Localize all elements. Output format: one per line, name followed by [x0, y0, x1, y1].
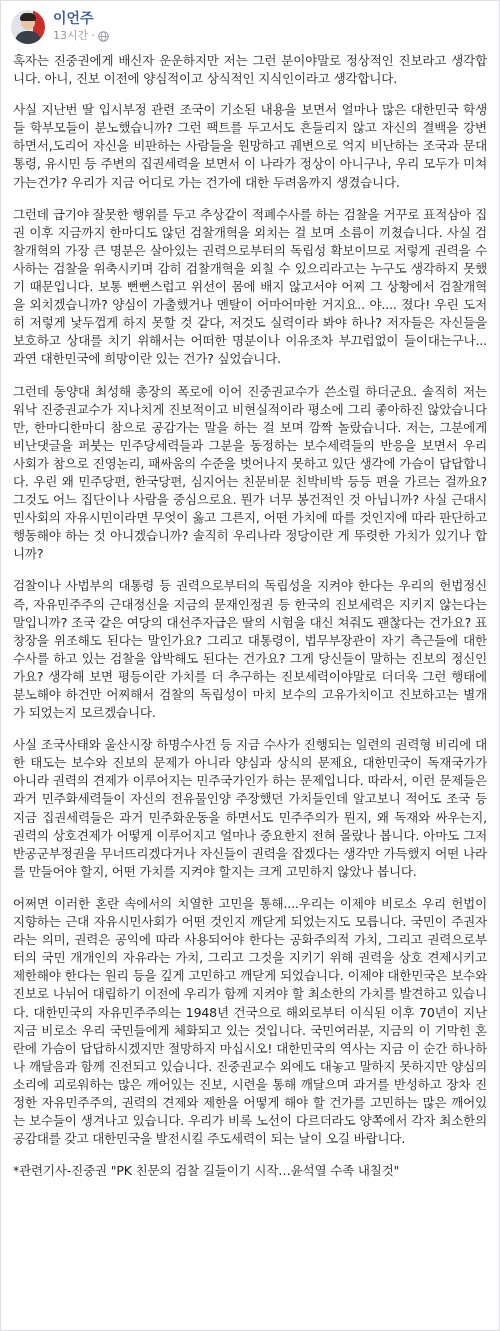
separator-dot: ·: [91, 29, 95, 42]
post-paragraph: 검찰이나 사법부의 대통령 등 권력으로부터의 독립성을 지켜야 한다는 우리의 헌법정신 즉, 자유민주주의 근대정신을 지금의 문재인정권 등 한국의 진보세력은 지키지 않는다는 말입니까? 조국 같은 여당의 대선주자급은 딸의 시험을 대신 쳐줘도 괜찮다는 건가요? 표창장을 위조해도 된다는 말인가요? 그리고 대통령이, 법무부장관이 자기 측근들에 대한 수사를 하고 있는 검찰을 압박해도 된다는 건가요? 그게 당신들이 말하는 진보의 정신인가요? 생각해 보면 평등이란 가치를 더 추구하는 진보세력이야말로 더더욱 그런 행태에 분노해야 하건만 어찌해서 검찰의 독립성이 마치 보수의 고유가치이고 진보하고는 별개가 되었는지 모르겠습니다.: [13, 578, 487, 721]
post-paragraph: 그런데 동양대 최성해 총장의 폭로에 이어 진중권교수가 쓴소릴 하더군요. 솔직히 저는 워낙 진중권교수가 지나치게 진보적이고 비현실적이라 평소에 그리 좋아하진 않았습니다만, 한마디한마디 참으로 공감가는 말을 하는 걸 보며 깜짝 놀랐습니다. 저는, 그분에게 비난댓글을 퍼붓는 민주당세력들과 그분을 동정하는 보수세력들의 반응을 보면서 우리 사회가 참으로 진영논리, 패싸움의 수준을 벗어나지 못하고 있단 생각에 가슴이 답답합니다. 우린 왜 민주당편, 한국당편, 심지어는 친문비문 친박비박 등등 편을 가르는 걸까요? 그것도 어느 집단이나 사람을 중심으로요. 뭔가 너무 봉건적인 것 아닙니까? 사실 근대시민사회의 자유시민이라면 무엇이 옳고 그른지, 어떤 가치에 따를 것인지에 따라 판단하고 행동해야 하는 것 아니겠습니까? 솔직히 우리나라 정당이란 게 뚜렷한 가치가 있기나 합니까?: [13, 383, 487, 562]
post-time-row: [53, 29, 109, 43]
avatar[interactable]: [11, 10, 45, 44]
post-meta: [53, 11, 109, 43]
globe-icon[interactable]: [98, 31, 109, 42]
post-paragraph: 사실 지난번 딸 입시부정 관련 조국이 기소된 내용을 보면서 얼마나 많은 대한민국 학생들 학부모들이 분노했습니까? 그런 팩트를 두고서도 흔들리지 않고 자신의 결백을 강변하면서,도리어 자신을 비판하는 사람들을 원망하고 궤변으로 억지 비난하는 조국과 문대통령, 유시민 등 주변의 집권세력을 보면서 이 나라가 정상이 아니구나, 우리 모두가 미쳐가는건가? 우리가 지금 어디로 가는 건가에 대한 두려움까지 생겼습니다.: [13, 102, 487, 190]
post-paragraph: 사실 조국사태와 울산시장 하명수사건 등 지금 수사가 진행되는 일련의 권력형 비리에 대한 태도는 보수와 진보의 문제가 아니라 양심과 상식의 문제요, 대한민국이 독재국가가 아니라 권력의 견제가 이루어지는 민주국가인가 하는 문제입니다. 따라서, 이런 문제들은 과거 민주화세력들이 자신의 전유물인양 주장했던 가치들인데 알고보니 적어도 조국 등 지금 집권세력들은 과거 민주화운동을 하면서도 민주주의가 뭔지, 왜 독재와 싸우는지, 권력의 상호견제가 어떻게 이루어지고 얼마나 중요한지 전혀 몰랐나 봅니다. 아마도 그저 반공군부정권을 무너뜨리겠다거나 자신들이 권력을 잡겠다는 생각만 가득했지 어떤 나라를 만들어야 할지, 어떤 가치를 지켜야 할지는 크게 고민하지 않았나 봅니다.: [13, 737, 487, 879]
post-paragraph: 어쩌면 이러한 혼란 속에서의 치열한 고민을 통해....우리는 이제야 비로소 우리 헌법이 지향하는 근대 자유시민사회가 어떤 것인지 깨닫게 되었는지도 모릅니다. 국민이 주권자라는 의미, 권력은 공익에 따라 사용되어야 한다는 공화주의적 가치, 그리고 권력으로부터의 국민 개개인의 자유라는 가치, 그리고 그것을 지키기 위해 권력을 상호 견제시키고 제한해야 한다는 원리 등을 깊게 고민하고 깨닫게 되었습니다. 이제야 대한민국은 보수와 진보로 나뉘어 대립하기 이전에 우리가 함께 지켜야 할 최소한의 가치를 발견하고 있습니다. 대한민국의 자유민주주의는 1948년 건국으로 해외로부터 이식된 이후 70년이 지난 지금 비로소 우리 국민들에게 체화되고 있는 것입니다. 국민여러분, 지금의 이 기막힌 혼란에 가슴이 답답하시겠지만 절망하지 마십시오! 대한민국의 역사는 지금 이 순간 하나하나 깨달음과 함께 진전되고 있습니다. 진중권교수 외에도 대놓고 말하지 못하지만 양심의 소리에 괴로워하는 많은 깨어있는 진보, 시련을 통해 깨달으며 과거를 반성하고 장차 진정한 자유민주주의, 권력의 견제와 제한을 어떻게 해야 할 건가를 고민하는 많은 깨어있는 보수들이 생겨나고 있습니다. 우리가 비록 노선이 다르더라도 양쪽에서 각자 최소한의 공감대를 갖고 대한민국을 발전시킬 주도세력이 되는 날이 오길 바랍니다.: [13, 895, 487, 1147]
post-header: [1, 1, 499, 50]
post-body: [1, 50, 499, 1180]
post-timestamp[interactable]: 13시간: [53, 29, 89, 42]
post-paragraph: 혹자는 진중권에게 배신자 운운하지만 저는 그런 분이야말로 정상적인 진보라고 생각합니다. 아니, 진보 이전에 양심적이고 상식적인 지식인이라고 생각합니다.: [13, 53, 487, 87]
post-paragraph: 그런데 급기야 잘못한 행위를 두고 추상같이 적폐수사를 하는 검찰을 거꾸로 표적삼아 집권 이후 지금까지 한마디도 않던 검찰개혁을 외치는 걸 보며 소름이 끼쳤습니다. 사실 검찰개혁의 가장 큰 명분은 살아있는 권력으로부터의 독립성 확보이므로 저렇게 권력을 수사하는 검찰을 위축시키며 감히 검찰개혁을 외칠 수 있으리라고는 누구도 생각하지 못했기 때문입니다. 보통 뻔뻔스럽고 위선이 몸에 배지 않고서야 어찌 그 상황에서 검찰개혁을 외치겠습니까? 양심이 가출했거나 멘탈이 어마어마한 거지요.. 야.... 졌다! 우린 도저히 저렇게 낯두껍게 하지 못할 것 같다, 저것도 실력이라 봐야 하나? 저자들은 자신들을 보호하고 상대를 치기 위해서는 어떠한 명분이나 이유조차 부끄럽없이 들이대는구나... 과연 대한민국에 희망이란 있는 건가? 싶었습니다.: [13, 206, 487, 367]
author-name[interactable]: 이언주: [53, 11, 94, 27]
related-article-note: *관련기사-진중권 "PK 친문의 검찰 길들이기 시작…윤석열 수족 내칠것": [13, 1163, 400, 1179]
